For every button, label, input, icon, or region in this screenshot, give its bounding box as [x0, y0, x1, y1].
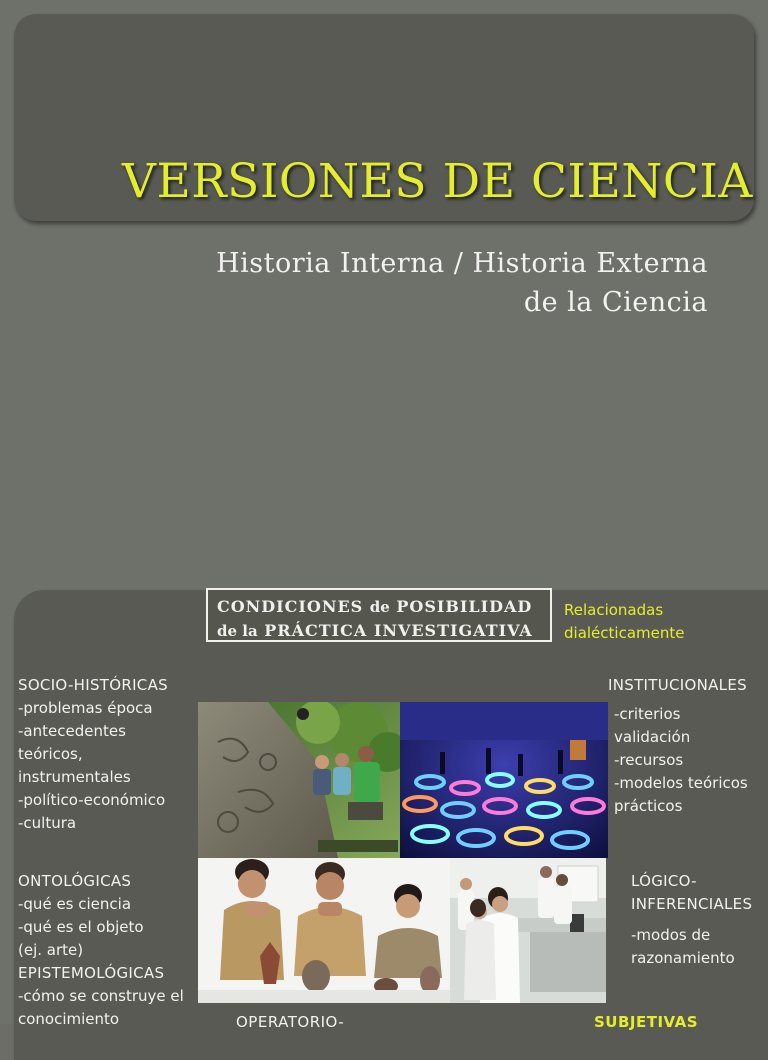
- socio-item: -problemas época: [18, 699, 153, 717]
- ontologicas-heading: ONTOLÓGICAS: [18, 872, 132, 890]
- light-installation-photo: [400, 702, 608, 858]
- institucionales-item: -recursos: [614, 751, 684, 769]
- logico-block: [631, 870, 768, 970]
- socio-item: teóricos,: [18, 745, 83, 763]
- slide-content: [0, 585, 768, 1031]
- institucionales-block: [608, 674, 768, 818]
- logico-heading-1: LÓGICO-: [631, 872, 697, 890]
- cond-word-3: POSIBILIDAD: [396, 597, 533, 616]
- subtitle-line-2: de la Ciencia: [523, 287, 708, 318]
- related-note: [564, 599, 754, 645]
- socio-item: -antecedentes: [18, 722, 126, 740]
- epistemologicas-item: -cómo se construye el: [18, 987, 184, 1005]
- cond-word-1: CONDICIONES: [217, 597, 364, 616]
- socio-heading: SOCIO-HISTÓRICAS: [18, 676, 168, 694]
- institucionales-item: -modelos teóricos: [614, 774, 748, 792]
- logico-item: razonamiento: [631, 949, 735, 967]
- subjetivas-label: SUBJETIVAS: [594, 1013, 699, 1031]
- socio-historicas-block: [18, 674, 168, 835]
- laboratory-photo: [450, 858, 606, 1003]
- cond-word-2: de: [369, 598, 390, 616]
- institucionales-heading: INSTITUCIONALES: [608, 676, 747, 694]
- institucionales-item: -criterios: [614, 705, 681, 723]
- related-line-1: Relacionadas: [564, 601, 664, 619]
- artifacts-photo: [198, 858, 450, 1003]
- operatorio-label: OPERATORIO-: [236, 1013, 345, 1031]
- ontologicas-block: [18, 870, 184, 1031]
- socio-item: -cultura: [18, 814, 77, 832]
- logico-item: -modos de: [631, 926, 711, 944]
- slide-subtitle: [88, 244, 708, 322]
- institucionales-item: validación: [614, 728, 691, 746]
- petroglyph-photo: [198, 702, 400, 858]
- institucionales-item: prácticos: [614, 797, 683, 815]
- socio-item: instrumentales: [18, 768, 131, 786]
- subtitle-line-1: Historia Interna / Historia Externa: [216, 248, 708, 279]
- ontologicas-item: -qué es ciencia: [18, 895, 132, 913]
- logico-heading-2: INFERENCIALES: [631, 895, 753, 913]
- slide-title-text: VERSIONES DE CIENCIA: [122, 154, 753, 209]
- ontologicas-item: -qué es el objeto: [18, 918, 144, 936]
- related-line-2: dialécticamente: [564, 624, 685, 642]
- socio-item: -político-económico: [18, 791, 166, 809]
- epistemologicas-heading: EPISTEMOLÓGICAS: [18, 964, 165, 982]
- epistemologicas-item: conocimiento: [18, 1010, 120, 1028]
- conditions-box: [206, 588, 552, 642]
- cond-word-4: de la: [217, 622, 258, 640]
- ontologicas-item: (ej. arte): [18, 941, 84, 959]
- cond-word-5: PRÁCTICA INVESTIGATIVA: [264, 621, 533, 640]
